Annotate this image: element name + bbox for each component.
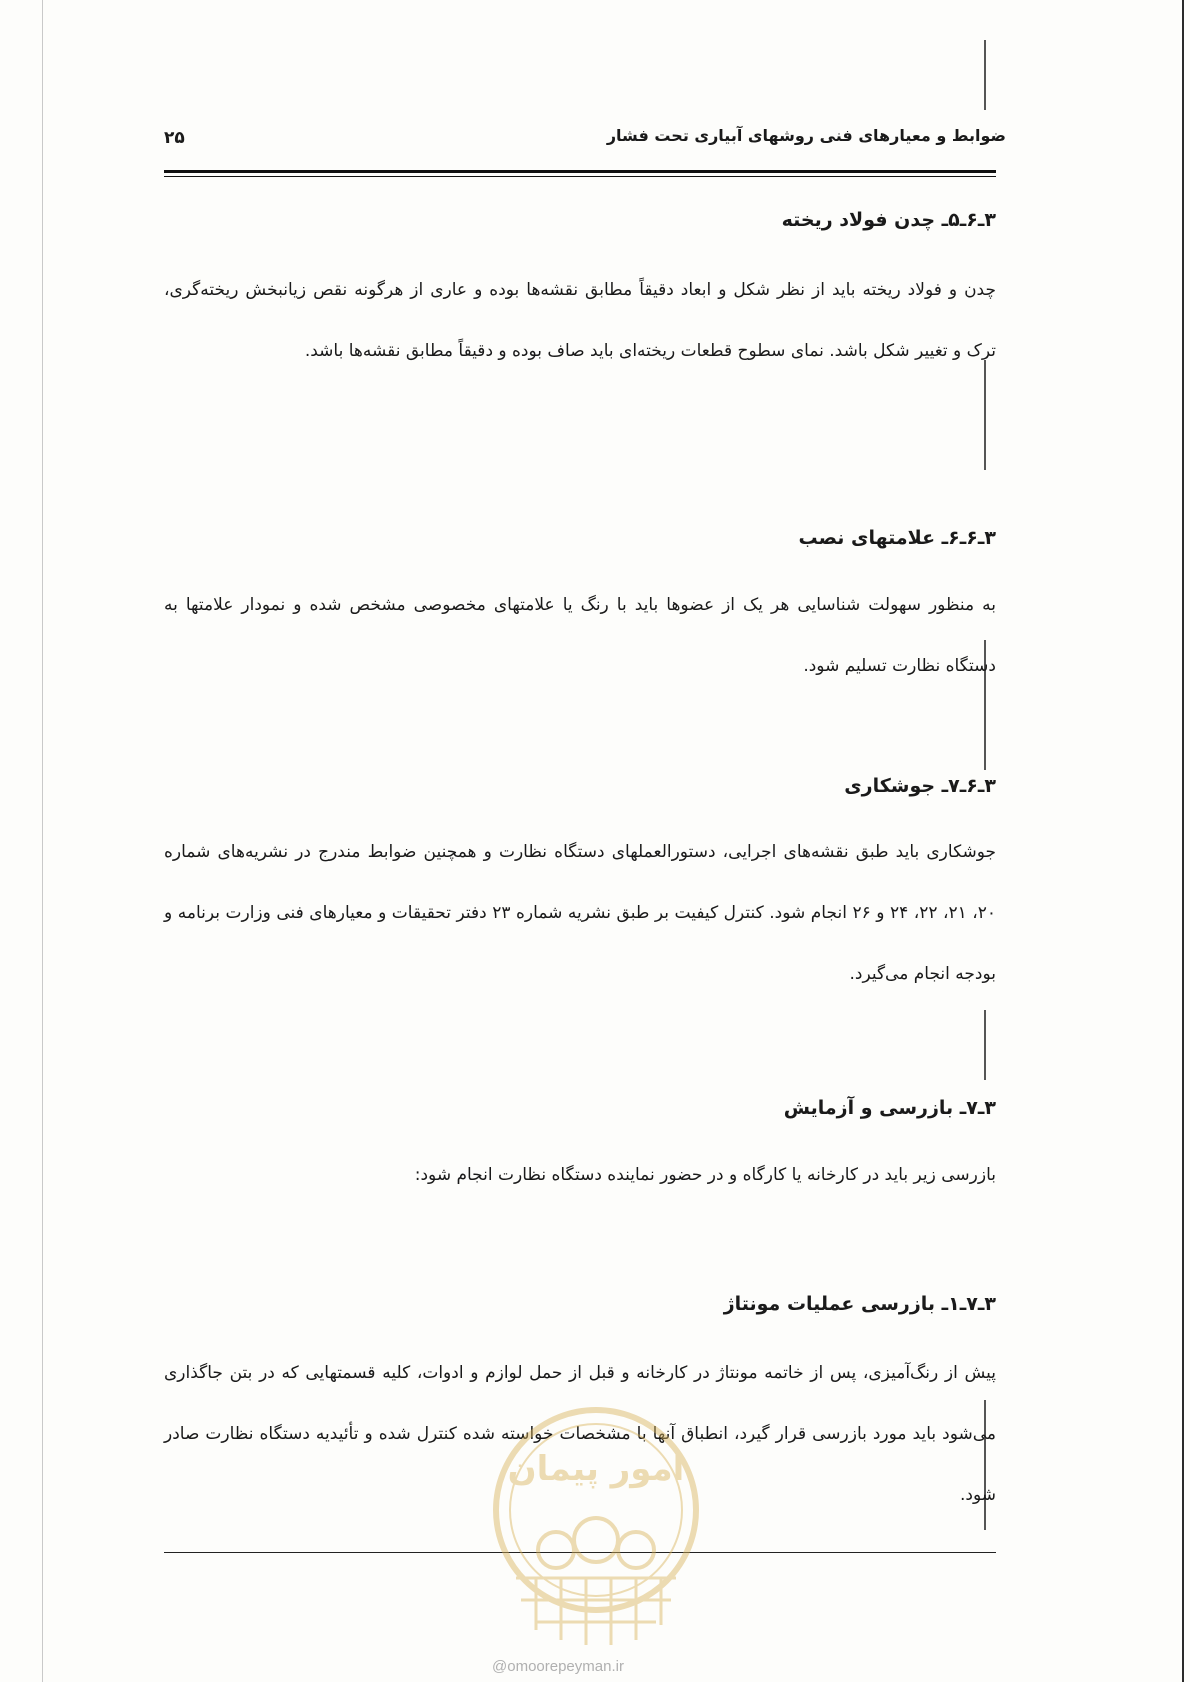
section-heading-inspection: ۳ـ۷ـ بازرسی و آزمایش <box>783 1097 996 1119</box>
watermark-url: @omoorepeyman.ir <box>492 1658 624 1675</box>
watermark-text: امور پیمان <box>507 1449 685 1489</box>
section-body-assembly-inspection: پیش از رنگ‌آمیزی، پس از خاتمه مونتاژ در کارخانه و قبل از حمل لوازم و ادوات، کلیه قسمتهایی که در بتن جاگذاری می‌شود باید مورد بازرسی قرار گیرد، انطباق آنها با مشخصات خواسته شده کنترل شده و تأئیدیه دستگاه نظارت صادر شود. <box>164 1363 996 1505</box>
section-heading-install-marks: ۳ـ۶ـ۶ـ علامتهای نصب <box>798 527 996 549</box>
section-body-cast-iron: چدن و فولاد ریخته باید از نظر شکل و ابعاد دقیقاً مطابق نقشه‌ها بوده و عاری از هرگونه نقص زیانبخش ریخته‌گری، ترک و تغییر شکل باشد. نمای سطوح قطعات ریخته‌ای باید صاف بوده و دقیقاً مطابق نقشه‌ها باشد. <box>164 280 996 361</box>
scan-edge-right <box>1182 0 1184 1682</box>
scan-mark <box>984 1010 986 1080</box>
page-number: ۲۵ <box>164 128 185 148</box>
running-title: ضوابط و معیارهای فنی روشهای آبیاری تحت فشار <box>606 126 1006 145</box>
watermark-logo-icon <box>476 1400 716 1650</box>
page-header <box>0 0 1190 180</box>
section-heading-welding: ۳ـ۶ـ۷ـ جوشکاری <box>844 775 996 797</box>
section-heading-cast-iron: ۳ـ۶ـ۵ـ چدن فولاد ریخته <box>781 209 996 231</box>
section-heading-assembly-inspection: ۳ـ۷ـ۱ـ بازرسی عملیات مونتاژ <box>723 1293 996 1315</box>
scan-edge-left <box>42 0 43 1682</box>
section-body-welding: جوشکاری باید طبق نقشه‌های اجرایی، دستورالعملهای دستگاه نظارت و همچنین ضوابط مندرج در نشریه‌های شماره ۲۰، ۲۱، ۲۲، ۲۴ و ۲۶ انجام شود. کنترل کیفیت بر طبق نشریه شماره ۲۳ دفتر تحقیقات و معیارهای فنی وزارت برنامه و بودجه انجام می‌گیرد. <box>164 842 996 984</box>
header-rule-thin <box>164 176 996 177</box>
watermark-url-text: omoorepeyman.ir <box>507 1658 624 1675</box>
header-rule-thick <box>164 170 996 173</box>
section-body-inspection: بازرسی زیر باید در کارخانه یا کارگاه و در حضور نماینده دستگاه نظارت انجام شود: <box>414 1165 996 1185</box>
section-body-install-marks: به منظور سهولت شناسایی هر یک از عضوها باید با رنگ یا علامتهای مخصوصی مشخص شده و نمودار علامتها به دستگاه نظارت تسلیم شود. <box>164 595 996 676</box>
